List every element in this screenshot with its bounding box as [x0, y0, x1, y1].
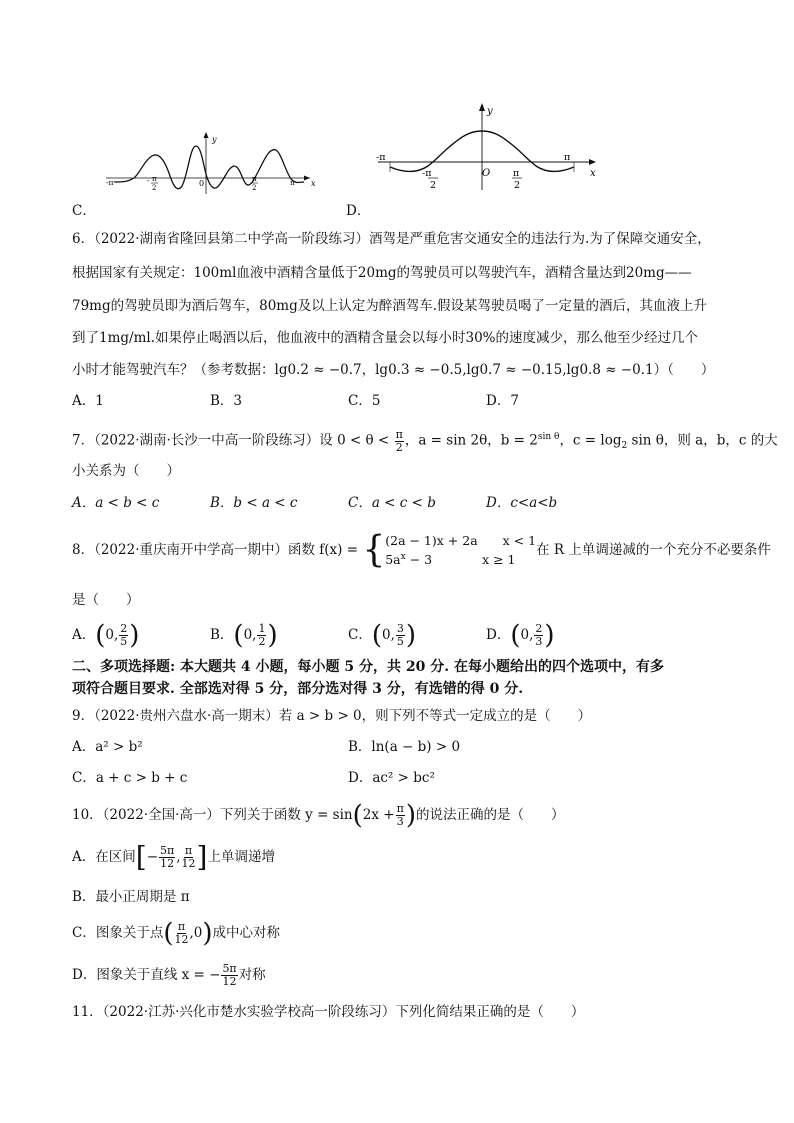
q6-option-d: D．7 — [486, 393, 519, 409]
q6-option-b: B．3 — [210, 393, 243, 409]
q7-option-b: B．b < a < c — [210, 495, 298, 511]
q8-brace: { — [362, 529, 386, 571]
graph-d-neg-pi-2-den: 2 — [430, 180, 437, 191]
graph-d-pi-2-den: 2 — [514, 180, 521, 191]
q7-option-d: D．c<a<b — [486, 495, 558, 511]
graph-c-pi-2-num: π — [252, 175, 257, 183]
section2-line1: 二、多项选择题: 本大题共 4 小题，每小题 5 分，共 20 分. 在每小题给出的四个选项中，有多 — [72, 659, 664, 675]
q8-option-c: C．(0, $\frac{3}{5}$ ) — [348, 620, 417, 651]
q6-line4: 到了1mg/ml.如果停止喝酒以后，他血液中的酒精含量会以每小时30%的速度减少，那么他至少经过几个 — [72, 330, 698, 346]
graph-c-y-label: y — [212, 135, 217, 144]
q11-stem: 11．（2022·江苏·兴化市楚水实验学校高一阶段练习）下列化简结果正确的是（ ） — [72, 1004, 585, 1020]
graph-c-neg-pi: -π — [106, 178, 114, 187]
graph-c-pi: π — [290, 178, 295, 187]
q7-theta-bound: $\frac{\pi}{2}$ — [395, 427, 403, 454]
graph-d — [372, 100, 604, 192]
q6-option-c: C．5 — [348, 393, 381, 409]
graph-c-x-label: x — [311, 179, 316, 188]
q7-line2: 小关系为（ ） — [72, 463, 180, 479]
graph-c-curve — [114, 146, 304, 189]
graph-c-neg-pi-2-sign: - — [147, 176, 150, 185]
q7-c-base: 2 — [621, 441, 628, 452]
q10-option-c: C．图象关于点( $\frac{\pi}{12}$ ,0)成中心对称 — [72, 918, 281, 949]
q8-suffix: 在 R 上单调递减的一个充分不必要条件 — [536, 542, 771, 558]
q8-line2: 是（ ） — [72, 592, 140, 608]
q7-middle: ，a = sin 2θ，b = 2 — [404, 432, 538, 449]
q8-line1 — [72, 530, 771, 570]
q6-line1: 6．（2022·湖南省隆回县第二中学高一阶段练习）酒驾是严重危害交通安全的违法行为.为了保障交通安全， — [72, 231, 711, 247]
q8-prefix: 8．（2022·重庆南开中学高一期中）函数 f(x) = — [72, 542, 359, 558]
graph-d-neg-pi-2: -π — [422, 168, 432, 179]
q9-option-a: A．a² > b² — [72, 739, 143, 755]
section2-line2: 项符合题目要求. 全部选对得 5 分，部分选对得 3 分，有选错的得 0 分. — [72, 681, 524, 697]
q8-option-a: A．(0, $\frac{2}{5}$ ) — [72, 620, 140, 651]
q9-option-b: B．ln(a − b) > 0 — [348, 739, 461, 755]
q10-option-d: D．图象关于直线 x = − $\frac{5\pi}{12}$ 对称 — [72, 962, 266, 988]
q9-stem: 9．（2022·贵州六盘水·高一期末）若 a > b > 0，则下列不等式一定成立的是（ ） — [72, 708, 592, 724]
graph-d-neg-pi: -π — [376, 152, 386, 163]
q7-end: sin θ，则 a，b，c 的大 — [627, 432, 778, 449]
q8-option-d: D．(0, $\frac{2}{3}$ ) — [486, 620, 555, 651]
q7-prefix: 7．（2022·湖南·长沙一中高一阶段练习）设 0 < θ < — [72, 432, 390, 449]
graph-c-label: C． — [72, 203, 96, 219]
q7-option-a: A．a < b < c — [72, 495, 160, 511]
q7-option-c: C．a < c < b — [348, 495, 436, 511]
q9-option-c: C．a + c > b + c — [72, 770, 188, 786]
q6-option-a: A．1 — [72, 393, 104, 409]
q7-line1 — [72, 423, 778, 460]
graph-c — [100, 128, 322, 198]
graph-d-label: D． — [346, 203, 371, 219]
q10-option-b: B．最小正周期是 π — [72, 889, 190, 905]
q8-piecewise — [385, 532, 536, 568]
graph-d-pi-2: π — [513, 168, 520, 179]
q6-line2: 根据国家有关规定：100ml血液中酒精含量低于20mg的驾驶员可以驾驶汽车，酒精含量达到20mg—— — [72, 265, 692, 281]
q10-stem: 10．（2022·全国·高一）下列关于函数 y = sin(2x + $\frac{\pi}{3}$ )的说法正确的是（ ） — [72, 800, 565, 831]
q6-line5: 小时才能驾驶汽车？（参考数据：lg0.2 ≈ −0.7，lg0.3 ≈ −0.5,lg0.7 ≈ −0.15,lg0.8 ≈ −0.1）（ ） — [72, 362, 715, 378]
q6-line3: 79mg的驾驶员即为酒后驾车，80mg及以上认定为醉酒驾车.假设某驾驶员喝了一定量的酒后，其血液上升 — [72, 298, 708, 314]
graph-d-origin: O — [482, 168, 491, 179]
graph-c-pi-2-den: 2 — [252, 184, 257, 192]
q8-piece1: (2a − 1)x + 2a x < 1 — [385, 533, 537, 549]
q7-b-exponent: sin θ — [537, 432, 560, 442]
graph-d-y-label: y — [487, 106, 493, 117]
q7-c-part: ，c = log — [559, 432, 622, 449]
graph-c-origin: 0 — [199, 179, 205, 188]
graph-d-pi: π — [564, 152, 571, 163]
q10-option-a: A．在区间[− $\frac{5\pi}{12}$ , $\frac{\pi}{12}$ ]上单调递增 — [72, 840, 275, 874]
q8-piece2: $5a^x - 3$ x ≥ 1 — [385, 552, 516, 568]
q8-option-b: B．(0, $\frac{1}{2}$ ) — [210, 620, 278, 651]
q9-option-d: D．ac² > bc² — [348, 770, 435, 786]
graph-c-neg-pi-2-num: π — [152, 175, 157, 183]
graph-d-x-label: x — [590, 168, 596, 179]
graph-c-neg-pi-2-den: 2 — [152, 184, 157, 192]
